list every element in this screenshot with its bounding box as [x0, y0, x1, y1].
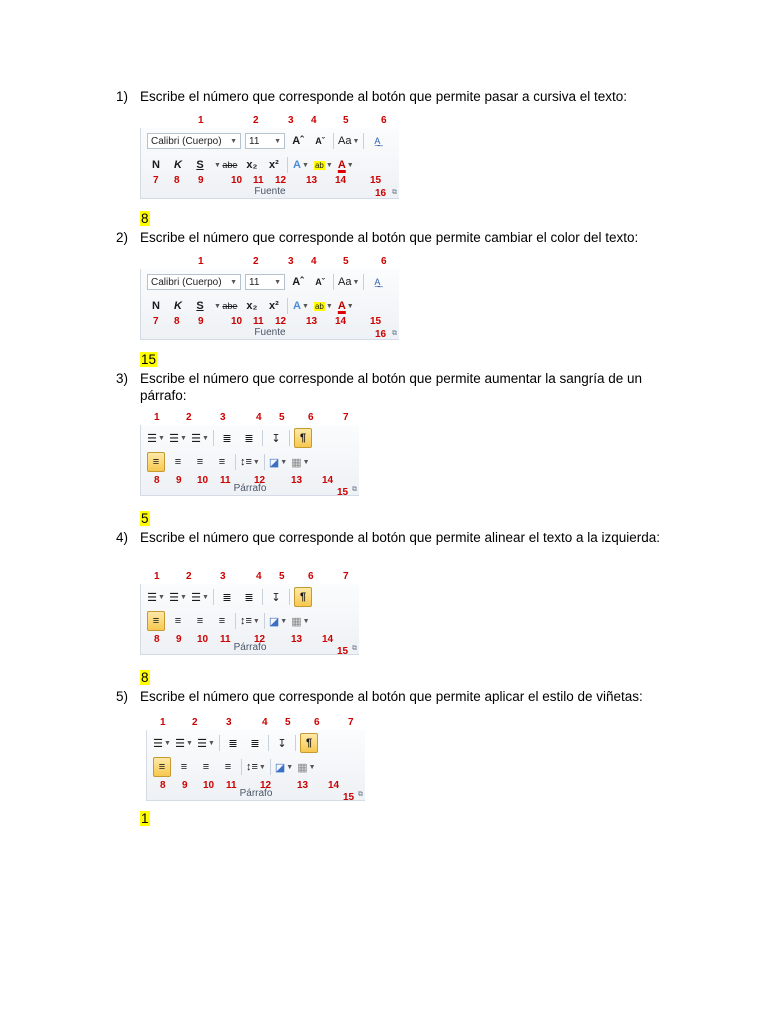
group-label: Párrafo: [239, 788, 273, 799]
label: 15: [370, 316, 382, 327]
label: 4: [256, 571, 262, 582]
label: 10: [197, 634, 209, 645]
superscript-button[interactable]: x²: [269, 159, 279, 171]
label: 2: [253, 115, 259, 126]
label: 5: [285, 717, 291, 728]
label: 10: [231, 316, 243, 327]
label: 2: [186, 571, 192, 582]
font-name-combo[interactable]: Calibri (Cuerpo) ▼: [147, 133, 241, 149]
dialog-launcher-icon[interactable]: ⧉: [392, 189, 397, 196]
label: 4: [256, 412, 262, 423]
strikethrough-button[interactable]: abe: [222, 160, 238, 170]
borders-button[interactable]: ▦ ▼: [297, 761, 316, 774]
underline-button[interactable]: S: [196, 300, 204, 312]
justify-button[interactable]: ≡: [224, 761, 232, 773]
dialog-launcher-icon[interactable]: ⧉: [358, 791, 363, 798]
question-number: 5): [116, 689, 129, 704]
increase-indent-button[interactable]: ≣: [250, 737, 260, 750]
question-text: Escribe el número que corresponde al botón que permite aumentar la sangría de un párrafo:: [140, 371, 643, 403]
label: 6: [381, 256, 387, 267]
question-text: Escribe el número que corresponde al botón que permite aplicar el estilo de viñetas:: [140, 689, 643, 704]
sort-button[interactable]: ↧: [271, 432, 281, 445]
label: 9: [176, 475, 182, 486]
question-number: 1): [116, 89, 129, 104]
decrease-indent-button[interactable]: ≣: [222, 591, 232, 604]
label: 12: [275, 316, 287, 327]
align-center-button[interactable]: ≡: [180, 761, 188, 773]
italic-button[interactable]: K: [174, 300, 182, 312]
label: 13: [291, 634, 303, 645]
strikethrough-button[interactable]: abe: [222, 301, 238, 311]
align-center-button[interactable]: ≡: [174, 456, 182, 468]
change-case-button[interactable]: Aa ▼: [338, 276, 360, 288]
decrease-indent-button[interactable]: ≣: [222, 432, 232, 445]
answer-highlight: 5: [141, 511, 149, 526]
font-name-combo[interactable]: Calibri (Cuerpo) ▼: [147, 274, 241, 290]
label: 10: [203, 780, 215, 791]
label: 6: [308, 412, 314, 423]
label: 1: [154, 412, 160, 423]
label: 10: [231, 175, 243, 186]
label: 16: [375, 188, 387, 199]
label: 16: [375, 329, 387, 340]
justify-button[interactable]: ≡: [218, 615, 226, 627]
align-center-button[interactable]: ≡: [174, 615, 182, 627]
show-formatting-button[interactable]: ¶: [294, 587, 312, 607]
answer-highlight: 8: [141, 211, 149, 226]
bold-button[interactable]: N: [152, 159, 160, 171]
sort-button[interactable]: ↧: [277, 737, 287, 750]
question-number: 2): [116, 230, 129, 245]
answer-highlight: 15: [141, 352, 157, 367]
label: 14: [322, 475, 334, 486]
label: 12: [260, 780, 272, 791]
align-left-button[interactable]: ≡: [153, 757, 171, 777]
show-formatting-button[interactable]: ¶: [300, 733, 318, 753]
label: 6: [381, 115, 387, 126]
label: 6: [308, 571, 314, 582]
label: 14: [335, 175, 347, 186]
subscript-button[interactable]: x₂: [246, 300, 258, 312]
align-right-button[interactable]: ≡: [196, 456, 204, 468]
font-size-combo[interactable]: 11 ▼: [245, 133, 285, 149]
align-left-button[interactable]: ≡: [147, 611, 165, 631]
label: 4: [311, 256, 317, 267]
label: 3: [220, 571, 226, 582]
font-color-button[interactable]: A ▼: [337, 159, 354, 171]
label: 2: [253, 256, 259, 267]
highlight-button[interactable]: ab ▼: [314, 160, 333, 170]
show-formatting-button[interactable]: ¶: [294, 428, 312, 448]
label: 15: [343, 792, 355, 803]
increase-indent-button[interactable]: ≣: [244, 432, 254, 445]
label: 4: [311, 115, 317, 126]
label: 6: [314, 717, 320, 728]
grow-font-button[interactable]: Aˆ: [292, 135, 304, 147]
clear-format-button[interactable]: A̲̲: [374, 277, 381, 287]
label: 11: [253, 175, 264, 186]
highlight-button[interactable]: ab ▼: [314, 301, 333, 311]
numbering-button[interactable]: ☰ ▼: [175, 737, 193, 750]
label: 1: [154, 571, 160, 582]
group-label: Fuente: [254, 186, 286, 197]
label: 12: [254, 634, 266, 645]
increase-indent-button[interactable]: ≣: [244, 591, 254, 604]
bold-button[interactable]: N: [152, 300, 160, 312]
borders-button[interactable]: ▦ ▼: [291, 615, 310, 628]
label: 5: [343, 256, 349, 267]
borders-button[interactable]: ▦ ▼: [291, 456, 310, 469]
label: 12: [254, 475, 266, 486]
label: 3: [220, 412, 226, 423]
answer-highlight: 8: [141, 670, 149, 685]
label: 7: [153, 175, 159, 186]
multilevel-list-button[interactable]: ☰ ▼: [197, 737, 215, 750]
shrink-font-button[interactable]: Aˇ: [315, 136, 325, 146]
dialog-launcher-icon[interactable]: ⧉: [352, 486, 357, 493]
align-right-button[interactable]: ≡: [202, 761, 210, 773]
label: 3: [226, 717, 232, 728]
label: 14: [322, 634, 334, 645]
label: 9: [198, 175, 204, 186]
shrink-font-button[interactable]: Aˇ: [315, 277, 325, 287]
label: 13: [297, 780, 309, 791]
label: 7: [343, 571, 349, 582]
numbering-button[interactable]: ☰ ▼: [169, 432, 187, 445]
multilevel-list-button[interactable]: ☰ ▼: [191, 591, 209, 604]
underline-button[interactable]: S: [196, 159, 204, 171]
group-label: Párrafo: [233, 642, 267, 653]
bullets-button[interactable]: ☰ ▼: [147, 591, 165, 604]
bullets-button[interactable]: ☰ ▼: [153, 737, 171, 750]
dialog-launcher-icon[interactable]: ⧉: [352, 645, 357, 652]
label: 5: [279, 412, 285, 423]
label: 5: [343, 115, 349, 126]
clear-format-button[interactable]: A̲̲: [374, 136, 381, 146]
label: 12: [275, 175, 287, 186]
label: 10: [197, 475, 209, 486]
label: 11: [253, 316, 264, 327]
subscript-button[interactable]: x₂: [246, 159, 258, 171]
question-text: Escribe el número que corresponde al botón que permite pasar a cursiva el texto:: [140, 89, 628, 104]
label: 1: [160, 717, 166, 728]
change-case-button[interactable]: Aa ▼: [338, 135, 360, 147]
label: 8: [174, 175, 180, 186]
label: 7: [348, 717, 354, 728]
sort-button[interactable]: ↧: [271, 591, 281, 604]
label: 3: [288, 115, 294, 126]
align-left-button[interactable]: ≡: [147, 452, 165, 472]
question-text: Escribe el número que corresponde al botón que permite alinear el texto a la izquierda:: [140, 530, 661, 545]
label: 13: [291, 475, 303, 486]
question-number: 3): [116, 371, 129, 386]
font-ribbon: Calibri (Cuerpo) ▼ 11 ▼ Aˆ Aˇ Aa ▼ A̲̲ N K S ▼ abe x₂ x² A ▼ ab ▼ A ▼ Fuente ⧉: [140, 269, 399, 340]
label: 8: [154, 634, 160, 645]
dialog-launcher-icon[interactable]: ⧉: [392, 330, 397, 337]
label: 14: [335, 316, 347, 327]
line-spacing-button[interactable]: ↕≡ ▼: [240, 456, 260, 468]
group-label: Párrafo: [233, 483, 267, 494]
label: 11: [220, 634, 231, 645]
italic-button[interactable]: K: [174, 159, 182, 171]
label: 15: [337, 646, 349, 657]
label: 1: [198, 115, 204, 126]
label: 8: [174, 316, 180, 327]
answer-highlight: 1: [141, 811, 149, 826]
bullets-button[interactable]: ☰ ▼: [147, 432, 165, 445]
label: 1: [198, 256, 204, 267]
justify-button[interactable]: ≡: [218, 456, 226, 468]
decrease-indent-button[interactable]: ≣: [228, 737, 238, 750]
label: 14: [328, 780, 340, 791]
label: 5: [279, 571, 285, 582]
align-right-button[interactable]: ≡: [196, 615, 204, 627]
numbering-button[interactable]: ☰ ▼: [169, 591, 187, 604]
grow-font-button[interactable]: Aˆ: [292, 276, 304, 288]
superscript-button[interactable]: x²: [269, 300, 279, 312]
line-spacing-button[interactable]: ↕≡ ▼: [246, 761, 266, 773]
label: 13: [306, 316, 318, 327]
group-label: Fuente: [254, 327, 286, 338]
label: 8: [154, 475, 160, 486]
text-effects-button[interactable]: A ▼: [292, 159, 309, 171]
label: 15: [370, 175, 382, 186]
shading-button[interactable]: ◪ ▼: [268, 615, 288, 628]
font-ribbon: Calibri (Cuerpo) ▼ 11 ▼ Aˆ Aˇ Aa ▼ A̲̲ N K S ▼ abe x₂ x² A ▼ ab ▼ A ▼ Fuente ⧉: [140, 128, 399, 199]
question-number: 4): [116, 530, 129, 545]
label: 3: [288, 256, 294, 267]
label: 2: [192, 717, 198, 728]
label: 7: [343, 412, 349, 423]
font-color-button[interactable]: A ▼: [337, 300, 354, 312]
shading-button[interactable]: ◪ ▼: [268, 456, 288, 469]
label: 9: [176, 634, 182, 645]
text-effects-button[interactable]: A ▼: [292, 300, 309, 312]
label: 15: [337, 487, 349, 498]
multilevel-list-button[interactable]: ☰ ▼: [191, 432, 209, 445]
line-spacing-button[interactable]: ↕≡ ▼: [240, 615, 260, 627]
label: 9: [182, 780, 188, 791]
label: 9: [198, 316, 204, 327]
label: 11: [226, 780, 237, 791]
label: 8: [160, 780, 166, 791]
label: 4: [262, 717, 268, 728]
font-size-combo[interactable]: 11 ▼: [245, 274, 285, 290]
label: 11: [220, 475, 231, 486]
label: 7: [153, 316, 159, 327]
shading-button[interactable]: ◪ ▼: [274, 761, 294, 774]
question-text: Escribe el número que corresponde al botón que permite cambiar el color del texto:: [140, 230, 639, 245]
label: 13: [306, 175, 318, 186]
label: 2: [186, 412, 192, 423]
